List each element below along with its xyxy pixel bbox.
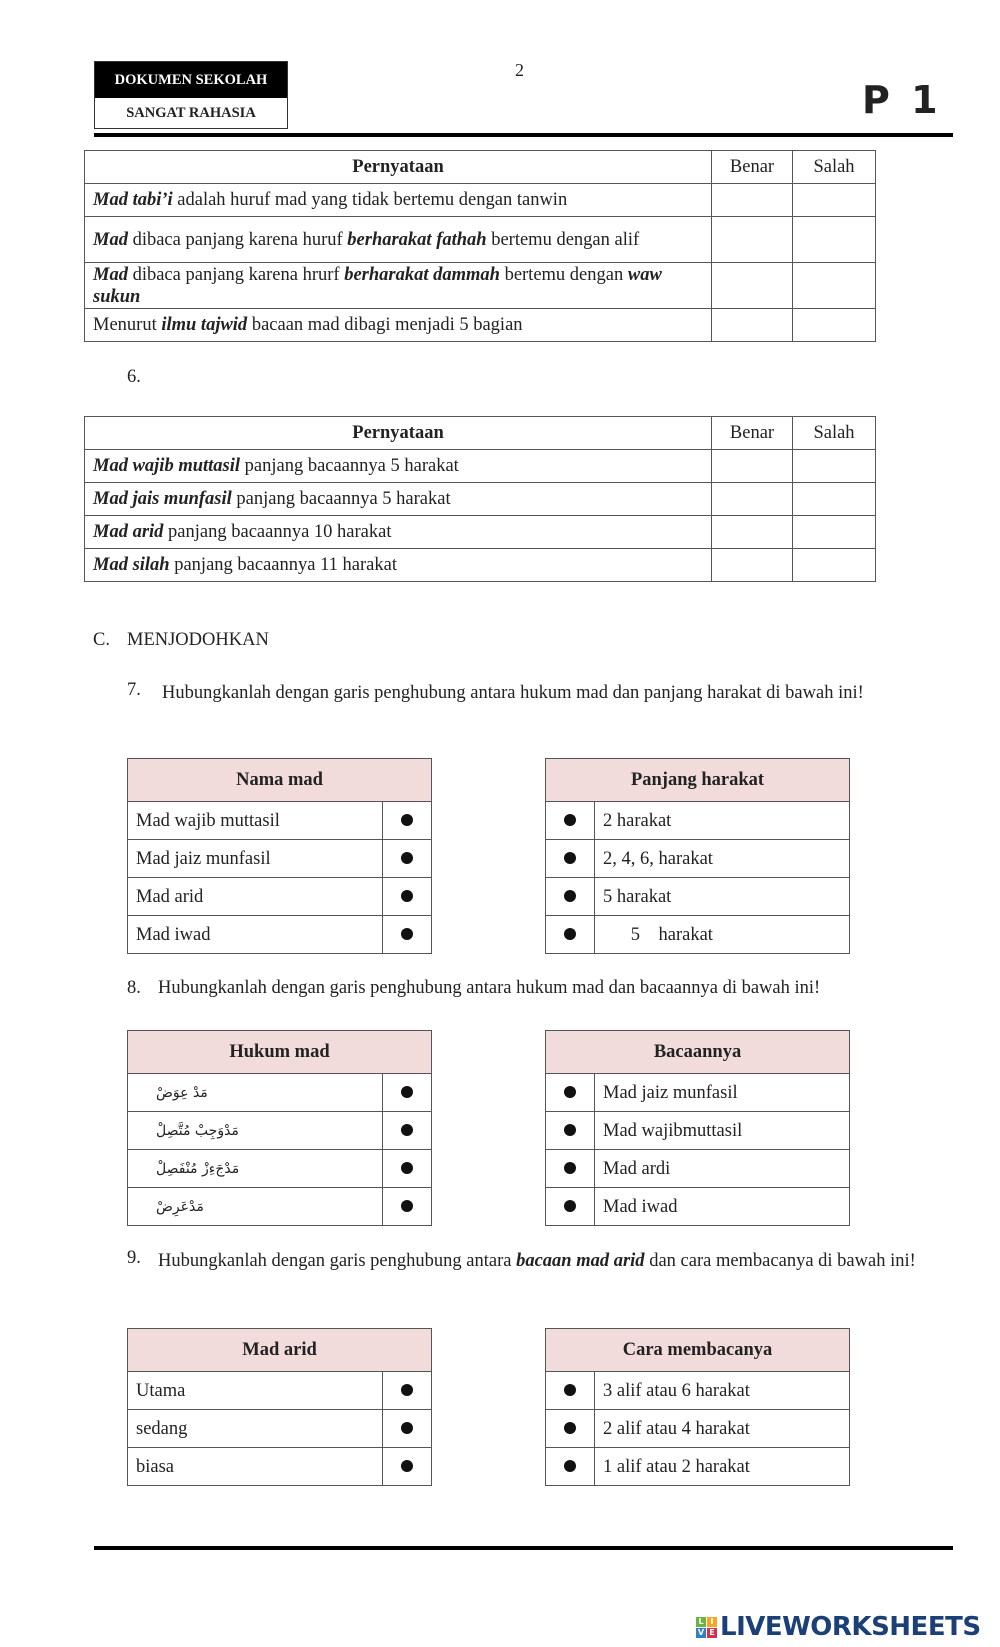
page-number: 2 <box>515 60 524 80</box>
statement-segment: Mad wajib muttasil <box>93 456 241 476</box>
matching-item-text <box>595 1410 850 1448</box>
connector-dot-icon[interactable] <box>564 1422 576 1434</box>
matching-row <box>546 1188 850 1226</box>
benar-answer-cell[interactable] <box>712 309 793 342</box>
left-item-label: Utama <box>136 1380 186 1401</box>
matching-item-text <box>595 1112 850 1150</box>
statement-segment: dibaca panjang karena huruf <box>127 229 348 250</box>
matching-header-row <box>546 1329 850 1372</box>
connector-dot-icon[interactable] <box>401 1162 413 1174</box>
paper-code: P 1 <box>862 78 942 122</box>
q9-text-bold: bacaan mad arid <box>516 1251 645 1271</box>
salah-answer-cell[interactable] <box>793 549 876 582</box>
right-item-label: 2, 4, 6, harakat <box>603 848 713 869</box>
connector-dot-icon[interactable] <box>564 1384 576 1396</box>
matching-item-text <box>128 802 383 840</box>
statement-segment: Menurut <box>93 315 162 335</box>
connector-dot-cell[interactable] <box>546 802 595 840</box>
matching-item-text <box>128 840 383 878</box>
connector-dot-cell[interactable] <box>546 916 595 954</box>
statement-cell <box>85 309 712 342</box>
q9-text-after: dan cara membacanya di bawah ini! <box>644 1251 916 1271</box>
left-item-label: sedang <box>136 1418 188 1439</box>
connector-dot-cell[interactable] <box>546 1074 595 1112</box>
connector-dot-icon[interactable] <box>564 1200 576 1212</box>
benar-answer-cell[interactable] <box>712 217 793 263</box>
logo-tile: V <box>697 1628 705 1637</box>
header-salah: Salah <box>793 151 876 184</box>
connector-dot-icon[interactable] <box>564 1460 576 1472</box>
statement-segment: Mad jais munfasil <box>93 489 232 509</box>
question-8-text: Hubungkanlah dengan garis penghubung antara hukum mad dan bacaannya di bawah ini! <box>158 978 821 998</box>
right-matching-table <box>545 1030 850 1226</box>
matching-row <box>128 1372 432 1410</box>
connector-dot-icon[interactable] <box>401 814 413 826</box>
connector-dot-cell[interactable] <box>383 1372 432 1410</box>
right-matching-table <box>545 1328 850 1486</box>
matching-row <box>546 1112 850 1150</box>
left-column-header: Mad arid <box>128 1329 432 1372</box>
matching-item-text <box>128 878 383 916</box>
true-false-table-5 <box>84 150 876 342</box>
connector-dot-icon[interactable] <box>401 1460 413 1472</box>
left-matching-table <box>127 1030 432 1226</box>
right-item-label: Mad wajibmuttasil <box>603 1120 743 1141</box>
statement-segment: Mad <box>93 264 128 285</box>
matching-item-text <box>595 878 850 916</box>
matching-item-text <box>128 916 383 954</box>
left-column-header: Nama mad <box>128 759 432 802</box>
logo-tile: I <box>707 1617 717 1627</box>
right-item-label: 2 alif atau 4 harakat <box>603 1418 750 1439</box>
table-row <box>85 217 876 263</box>
connector-dot-cell[interactable] <box>546 1372 595 1410</box>
matching-row <box>546 802 850 840</box>
matching-row <box>128 916 432 954</box>
right-matching-table <box>545 758 850 954</box>
logo-tiles-icon <box>696 1617 717 1638</box>
logo-wordmark: LIVEWORKSHEETS <box>720 1612 981 1642</box>
matching-row <box>546 1448 850 1486</box>
matching-header-row <box>128 1329 432 1372</box>
left-item-label: Mad iwad <box>136 924 211 945</box>
left-item-label: Mad arid <box>136 886 204 907</box>
benar-answer-cell[interactable] <box>712 549 793 582</box>
statement-segment: ilmu tajwid <box>161 315 248 335</box>
right-item-label: Mad jaiz munfasil <box>603 1082 738 1103</box>
left-item-label: Mad jaiz munfasil <box>136 848 271 869</box>
table-row <box>85 549 876 582</box>
connector-dot-cell[interactable] <box>383 1112 432 1150</box>
table-row <box>85 263 876 309</box>
question-7-text: Hubungkanlah dengan garis penghubung antara hukum mad dan panjang harakat di bawah ini! <box>162 683 864 703</box>
secret-label: SANGAT RAHASIA <box>126 104 256 121</box>
matching-row <box>546 1372 850 1410</box>
statement-segment: bertemu dengan <box>499 264 628 285</box>
matching-row <box>546 1074 850 1112</box>
connector-dot-cell[interactable] <box>383 1188 432 1226</box>
connector-dot-icon[interactable] <box>564 928 576 940</box>
connector-dot-icon[interactable] <box>401 1200 413 1212</box>
matching-item-text <box>595 840 850 878</box>
matching-header-row <box>128 759 432 802</box>
matching-item-text <box>595 1372 850 1410</box>
connector-dot-icon[interactable] <box>401 928 413 940</box>
connector-dot-cell[interactable] <box>383 1074 432 1112</box>
statement-cell <box>85 549 712 582</box>
table-row <box>85 483 876 516</box>
matching-row <box>128 1188 432 1226</box>
left-item-label: biasa <box>136 1456 175 1477</box>
header-pernyataan: Pernyataan <box>85 417 712 450</box>
statement-segment: adalah huruf mad yang tidak bertemu dengan tanwin <box>172 190 568 210</box>
left-item-label: مَدْوَجِبْ مُتَّصِلْ <box>156 1123 239 1139</box>
benar-answer-cell[interactable] <box>712 483 793 516</box>
statement-segment: panjang bacaannya 10 harakat <box>163 522 392 542</box>
salah-answer-cell[interactable] <box>793 263 876 309</box>
header-benar: Benar <box>712 151 793 184</box>
table-row <box>85 516 876 549</box>
connector-dot-icon[interactable] <box>401 1384 413 1396</box>
connector-dot-cell[interactable] <box>546 1410 595 1448</box>
statement-segment: panjang bacaannya 5 harakat <box>231 489 451 509</box>
header-divider <box>94 133 953 137</box>
right-item-label: 5 harakat <box>603 886 672 907</box>
statement-cell <box>85 217 712 263</box>
section-c-title: MENJODOHKAN <box>127 630 269 650</box>
statement-segment: berharakat dammah <box>344 264 500 285</box>
logo-tile: E <box>707 1628 717 1638</box>
statement-segment: bacaan mad dibagi menjadi 5 bagian <box>247 315 523 335</box>
document-label: DOKUMEN SEKOLAH <box>95 62 287 98</box>
connector-dot-icon[interactable] <box>401 1086 413 1098</box>
header-pernyataan: Pernyataan <box>85 151 712 184</box>
connector-dot-icon[interactable] <box>401 852 413 864</box>
connector-dot-icon[interactable] <box>564 852 576 864</box>
statement-segment: panjang bacaannya 11 harakat <box>169 555 397 575</box>
right-item-label: Mad ardi <box>603 1158 671 1179</box>
salah-answer-cell[interactable] <box>793 217 876 263</box>
benar-answer-cell[interactable] <box>712 263 793 309</box>
left-matching-table <box>127 1328 432 1486</box>
benar-answer-cell[interactable] <box>712 450 793 483</box>
question-8-number: 8. <box>127 978 141 998</box>
matching-row <box>128 1448 432 1486</box>
benar-answer-cell[interactable] <box>712 184 793 217</box>
statement-segment: dibaca panjang karena hrurf <box>127 264 345 285</box>
matching-item-text <box>128 1410 383 1448</box>
statement-segment: Mad silah <box>93 555 170 575</box>
matching-item-text <box>128 1112 383 1150</box>
right-item-label: 1 alif atau 2 harakat <box>603 1456 750 1477</box>
matching-row <box>546 916 850 954</box>
matching-item-text <box>595 916 850 954</box>
left-column-header: Hukum mad <box>128 1031 432 1074</box>
matching-item-text <box>128 1372 383 1410</box>
matching-item-text <box>595 1074 850 1112</box>
question-7-number: 7. <box>127 680 141 700</box>
connector-dot-cell[interactable] <box>383 1150 432 1188</box>
connector-dot-cell[interactable] <box>383 916 432 954</box>
question-6-number: 6. <box>127 367 141 387</box>
matching-row <box>546 878 850 916</box>
connector-dot-icon[interactable] <box>401 1124 413 1136</box>
connector-dot-cell[interactable] <box>546 1188 595 1226</box>
salah-answer-cell[interactable] <box>793 516 876 549</box>
matching-row <box>128 1410 432 1448</box>
matching-item-text <box>128 1188 383 1226</box>
matching-row <box>128 840 432 878</box>
matching-row <box>546 1150 850 1188</box>
right-column-header: Cara membacanya <box>546 1329 850 1372</box>
salah-answer-cell[interactable] <box>793 184 876 217</box>
q9-text-before: Hubungkanlah dengan garis penghubung antara <box>158 1251 517 1271</box>
connector-dot-cell[interactable] <box>546 1150 595 1188</box>
footer-divider <box>94 1546 953 1550</box>
table-row <box>85 184 876 217</box>
right-item-label: 2 harakat <box>603 810 672 831</box>
statement-segment: waw sukun <box>93 264 662 307</box>
connector-dot-cell[interactable] <box>383 840 432 878</box>
matching-row <box>128 1074 432 1112</box>
table-header-row <box>85 417 876 450</box>
connector-dot-cell[interactable] <box>383 1448 432 1486</box>
benar-answer-cell[interactable] <box>712 516 793 549</box>
statement-segment: Mad <box>93 229 128 250</box>
connector-dot-cell[interactable] <box>383 1410 432 1448</box>
connector-dot-cell[interactable] <box>546 840 595 878</box>
statement-segment: Mad tabi’i <box>93 190 173 210</box>
table-row <box>85 450 876 483</box>
connector-dot-cell[interactable] <box>383 802 432 840</box>
statement-segment: berharakat fathah <box>347 229 487 250</box>
left-item-label: مَدْ عِوَضْ <box>156 1085 208 1101</box>
right-item-label: 3 alif atau 6 harakat <box>603 1380 750 1401</box>
logo-tile: L <box>696 1617 706 1627</box>
salah-answer-cell[interactable] <box>793 309 876 342</box>
matching-row <box>128 878 432 916</box>
left-item-label: Mad wajib muttasil <box>136 810 280 831</box>
header-salah: Salah <box>793 417 876 450</box>
connector-dot-cell[interactable] <box>546 1448 595 1486</box>
connector-dot-icon[interactable] <box>401 890 413 902</box>
connector-dot-icon[interactable] <box>564 1124 576 1136</box>
document-classification-box <box>94 61 288 129</box>
matching-row <box>546 840 850 878</box>
statement-cell <box>85 516 712 549</box>
statement-cell <box>85 450 712 483</box>
matching-header-row <box>546 759 850 802</box>
salah-answer-cell[interactable] <box>793 483 876 516</box>
statement-cell <box>85 184 712 217</box>
question-9-number: 9. <box>127 1248 141 1268</box>
matching-item-text <box>595 1448 850 1486</box>
matching-item-text <box>595 1150 850 1188</box>
connector-dot-cell[interactable] <box>546 1112 595 1150</box>
right-column-header: Bacaannya <box>546 1031 850 1074</box>
statement-segment: panjang bacaannya 5 harakat <box>240 456 459 476</box>
right-item-label: 5 harakat <box>603 924 713 945</box>
matching-row <box>128 1150 432 1188</box>
liveworksheets-logo <box>696 1612 981 1642</box>
right-column-header: Panjang harakat <box>546 759 850 802</box>
left-matching-table <box>127 758 432 954</box>
header-benar: Benar <box>712 417 793 450</box>
salah-answer-cell[interactable] <box>793 450 876 483</box>
left-item-label: مَدْعَرِضْ <box>156 1199 204 1215</box>
connector-dot-icon[interactable] <box>564 890 576 902</box>
matching-row <box>128 1112 432 1150</box>
statement-segment: bertemu dengan alif <box>486 229 640 250</box>
matching-item-text <box>128 1074 383 1112</box>
connector-dot-icon[interactable] <box>564 1162 576 1174</box>
matching-item-text <box>595 1188 850 1226</box>
connector-dot-cell[interactable] <box>383 878 432 916</box>
section-c-letter: C. <box>93 630 110 650</box>
matching-item-text <box>595 802 850 840</box>
question-9-text <box>158 1248 938 1274</box>
statement-cell <box>85 483 712 516</box>
connector-dot-icon[interactable] <box>564 1086 576 1098</box>
matching-item-text <box>128 1150 383 1188</box>
statement-segment: Mad arid <box>93 522 164 542</box>
true-false-table-6 <box>84 416 876 582</box>
table-header-row <box>85 151 876 184</box>
statement-cell <box>85 263 712 309</box>
matching-header-row <box>128 1031 432 1074</box>
matching-header-row <box>546 1031 850 1074</box>
matching-item-text <box>128 1448 383 1486</box>
matching-row <box>546 1410 850 1448</box>
connector-dot-cell[interactable] <box>546 878 595 916</box>
connector-dot-icon[interactable] <box>564 814 576 826</box>
left-item-label: مَدْجَءِزْ مُنْفَصِلْ <box>156 1161 240 1177</box>
right-item-label: Mad iwad <box>603 1196 678 1217</box>
matching-row <box>128 802 432 840</box>
connector-dot-icon[interactable] <box>401 1422 413 1434</box>
table-row <box>85 309 876 342</box>
